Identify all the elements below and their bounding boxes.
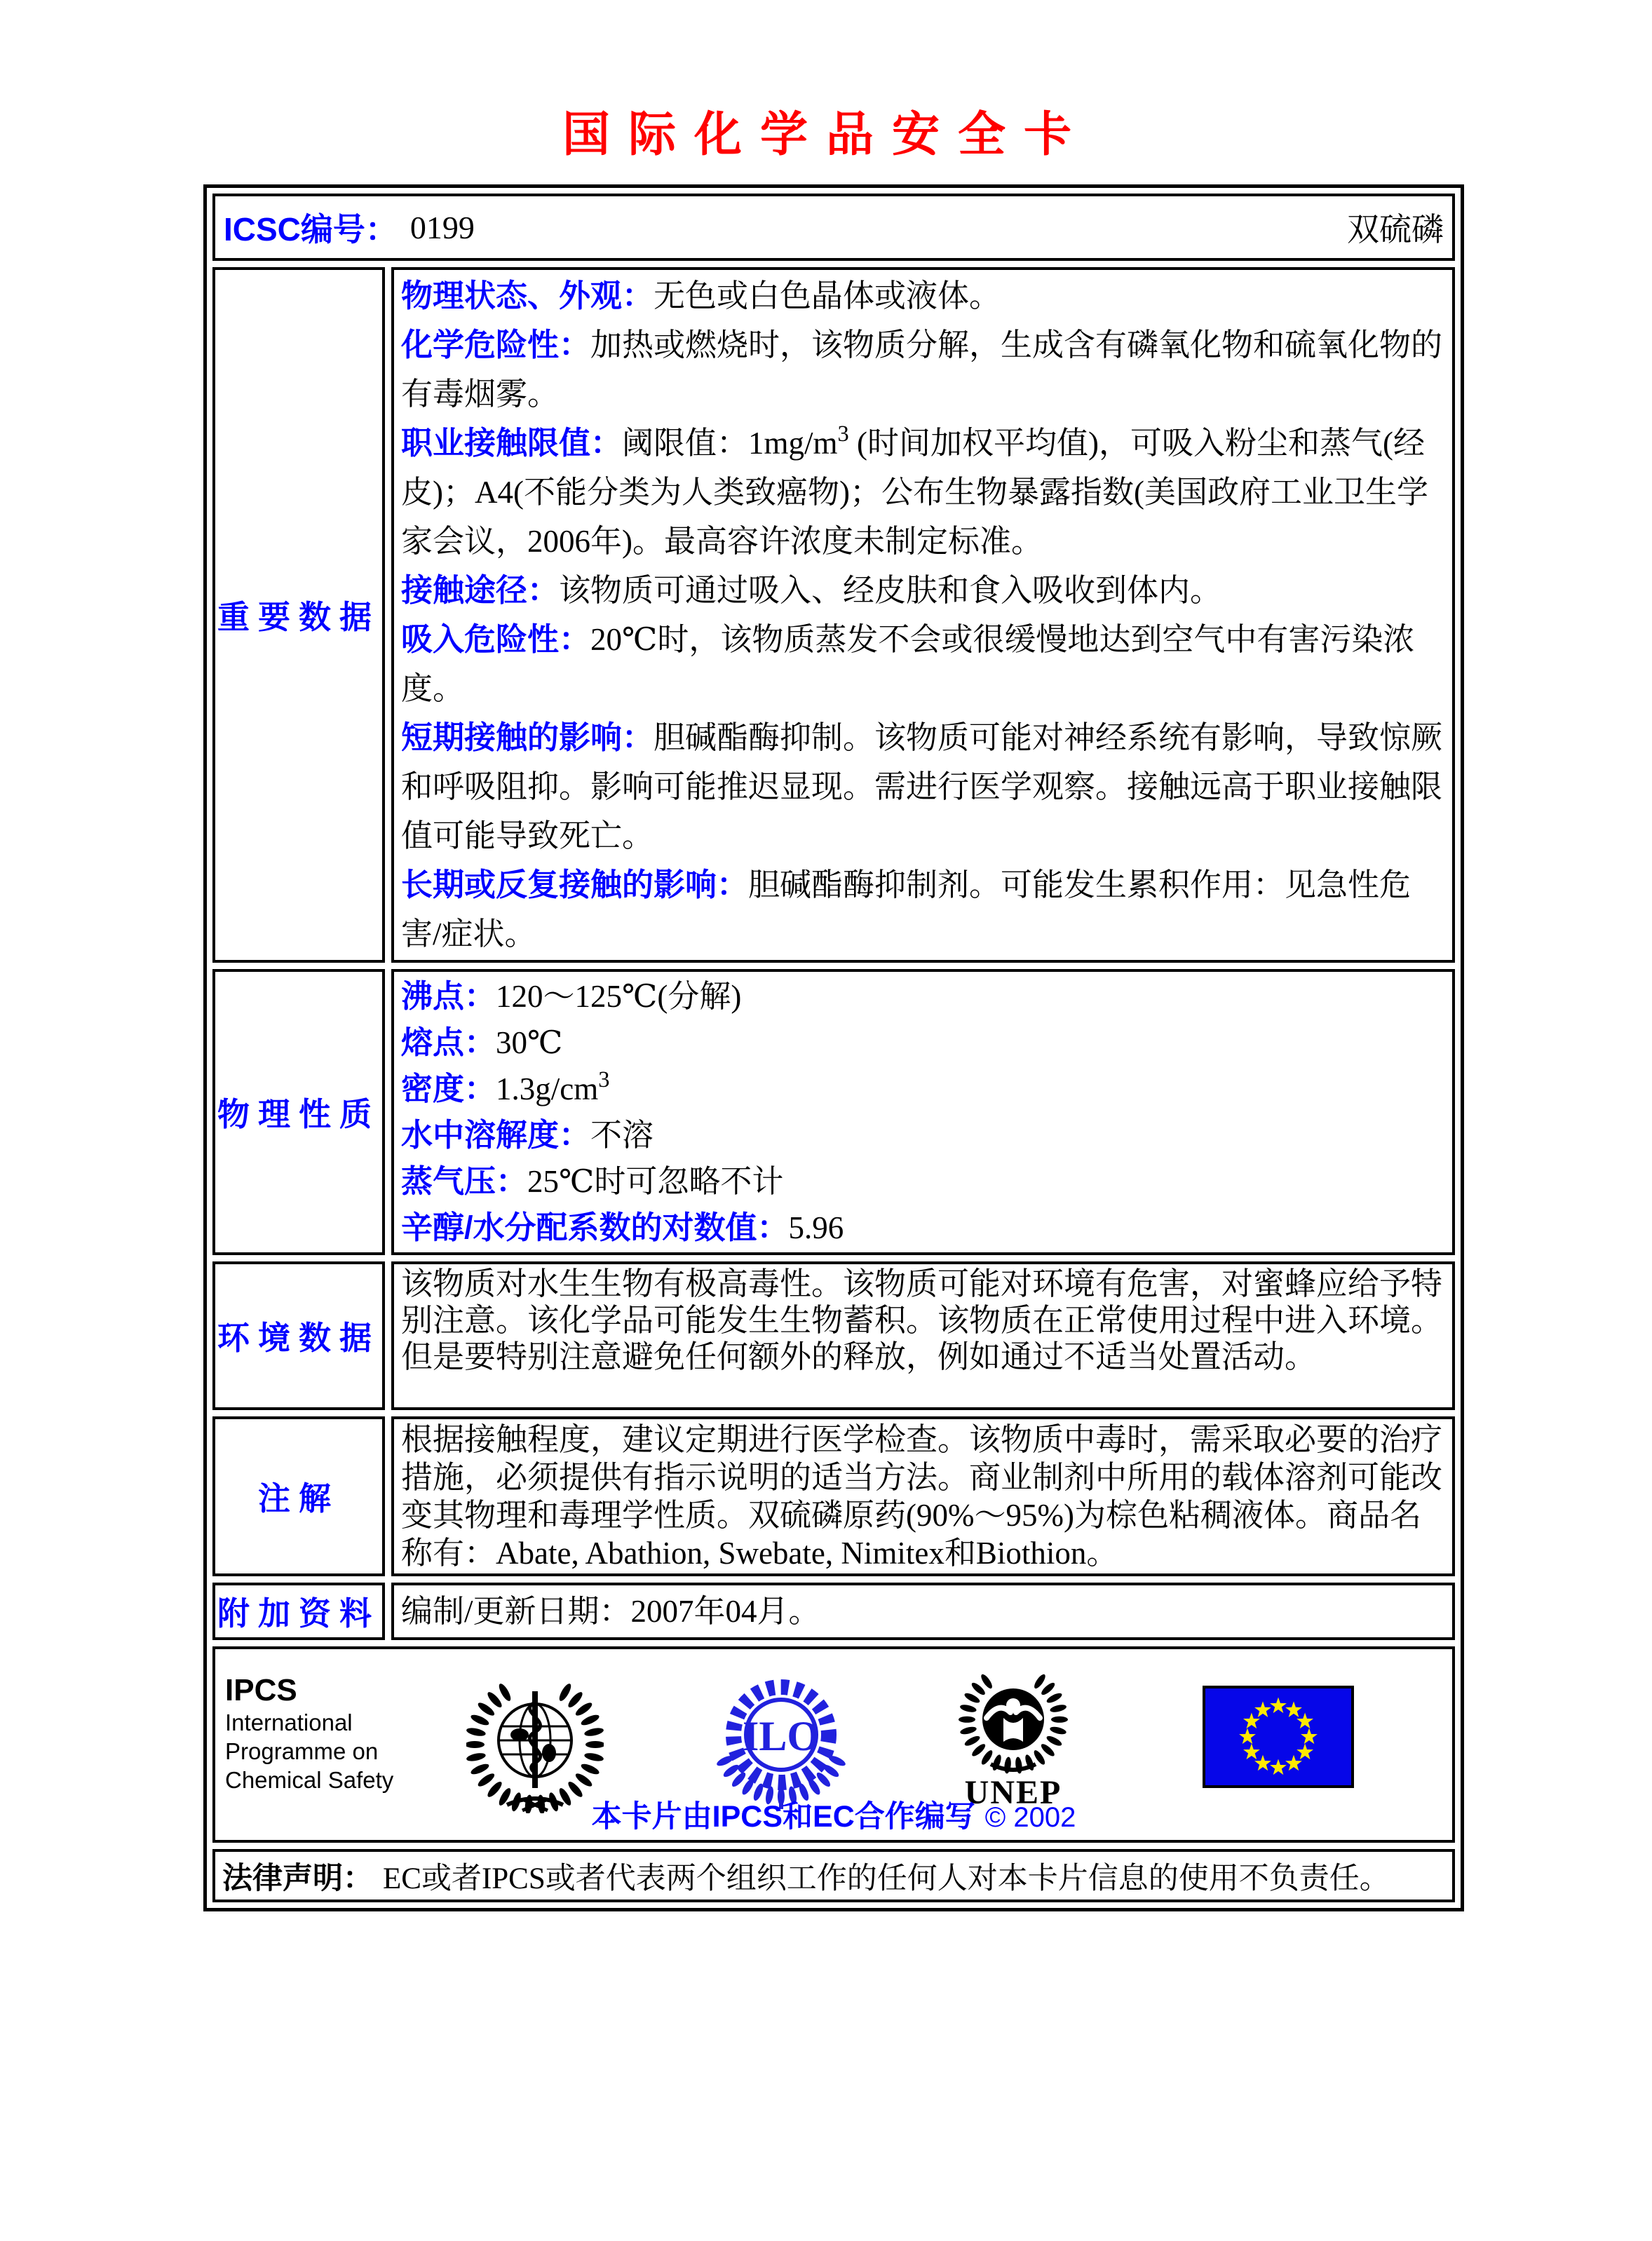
icsc-header-cell bbox=[212, 194, 1455, 261]
field-text: 20℃时，该物质蒸发不会或很缓慢地达到空气中有害污染浓度。 bbox=[401, 622, 1415, 706]
field-text: 25℃时可忽略不计 bbox=[527, 1164, 784, 1199]
field-text: $1.3g/cm^3$ bbox=[496, 1067, 610, 1106]
section-row-additional bbox=[212, 1583, 1455, 1640]
text-line bbox=[401, 1020, 1445, 1066]
ipcs-line: International bbox=[225, 1709, 353, 1735]
text-line bbox=[401, 1066, 1445, 1112]
ipcs-line: Chemical Safety bbox=[225, 1767, 394, 1793]
field-label: 辛醇/水分配系数的对数值： bbox=[401, 1210, 789, 1245]
text-line bbox=[401, 860, 1445, 959]
chemical-name: 双硫磷 bbox=[1347, 212, 1444, 248]
legal-cell bbox=[212, 1849, 1455, 1902]
unep-logo bbox=[950, 1662, 1076, 1810]
field-label: 物理状态、外观： bbox=[401, 278, 654, 313]
legal-text: EC或者IPCS或者代表两个组织工作的任何人对本卡片信息的使用不负责任。 bbox=[383, 1862, 1390, 1895]
text-line bbox=[401, 615, 1445, 713]
field-text: 根据接触程度，建议定期进行医学检查。该物质中毒时，需采取必要的治疗措施，必须提供有指示说明的适当方法。商业制剂中所用的载体溶剂可能改变其物理和毒理学性质。双硫磷原药(90%～95%)为棕色粘稠液体。商品名称有：Abate, Abathion, Swebate, Nimitex和Biothion。 bbox=[401, 1422, 1443, 1571]
field-label: 水中溶解度： bbox=[401, 1117, 591, 1153]
field-text: 不溶 bbox=[590, 1118, 654, 1153]
field-text: 编制/更新日期：2007年04月。 bbox=[401, 1594, 820, 1629]
section-title-additional: 附加资料 bbox=[212, 1583, 385, 1640]
field-text: 阈限值：$1mg/m^3$ (时间加权平均值)，可吸入粉尘和蒸气(经皮)；A4(不能分类为人类致癌物)；公布生物暴露指数(美国政府工业卫生学家会议，2006年)。最高容许浓度未制定标准。 bbox=[401, 421, 1428, 559]
footer-cell bbox=[212, 1646, 1455, 1843]
field-text: 该物质对水生生物有极高毒性。该物质可能对环境有危害，对蜜蜂应给予特别注意。该化学品可能发生生物蓄积。该物质在正常使用过程中进入环境。但是要特别注意避免任何额外的释放，例如通过不适当处置活动。 bbox=[401, 1266, 1443, 1374]
field-text: 该物质可通过吸入、经皮肤和食入吸收到体内。 bbox=[559, 573, 1222, 608]
text-line bbox=[401, 1112, 1445, 1158]
page-title: 国际化学品安全卡 bbox=[562, 108, 1090, 161]
field-text: 胆碱酯酶抑制。该物质可能对神经系统有影响，导致惊厥和呼吸阻抑。影响可能推迟显现。需进行医学观察。接触远高于职业接触限值可能导致死亡。 bbox=[401, 720, 1443, 853]
field-text: 5.96 bbox=[788, 1210, 844, 1245]
section-title-important: 重要数据 bbox=[212, 267, 385, 963]
field-label: 接触途径： bbox=[401, 572, 560, 608]
section-row-physical bbox=[212, 969, 1455, 1255]
ipcs-title: IPCS bbox=[225, 1673, 297, 1707]
section-content-physical bbox=[391, 969, 1455, 1255]
field-label: 短期接触的影响： bbox=[401, 719, 654, 755]
icsc-row bbox=[212, 194, 1455, 261]
footer-row bbox=[212, 1646, 1455, 1843]
field-label: 长期或反复接触的影响： bbox=[401, 867, 749, 902]
ilo-text: ILO bbox=[742, 1713, 820, 1759]
ipcs-block bbox=[225, 1673, 393, 1794]
field-label: 熔点： bbox=[401, 1024, 496, 1060]
text-line bbox=[401, 713, 1445, 860]
text-line bbox=[401, 973, 1445, 1020]
text-line bbox=[401, 1266, 1445, 1375]
credit-text: 本卡片由IPCS和EC合作编写 bbox=[591, 1800, 975, 1834]
text-line bbox=[401, 1587, 1445, 1636]
unep-text: UNEP bbox=[964, 1774, 1062, 1810]
section-row-important bbox=[212, 267, 1455, 963]
icsc-number-label: ICSC编号： bbox=[224, 211, 398, 248]
field-text: 30℃ bbox=[496, 1025, 563, 1060]
text-line bbox=[401, 1421, 1445, 1572]
field-text: 120～125℃(分解) bbox=[496, 979, 742, 1014]
field-label: 沸点： bbox=[401, 978, 496, 1014]
text-line bbox=[401, 320, 1445, 419]
eu-flag bbox=[1203, 1686, 1354, 1788]
field-text: 无色或白色晶体或液体。 bbox=[654, 278, 1001, 313]
section-content-additional bbox=[391, 1583, 1455, 1640]
icsc-left bbox=[224, 204, 475, 250]
section-content-important bbox=[391, 267, 1455, 963]
field-text: 胆碱酯酶抑制剂。可能发生累积作用：见急性危害/症状。 bbox=[401, 867, 1411, 952]
text-line bbox=[401, 566, 1445, 615]
text-line bbox=[401, 1205, 1445, 1251]
ipcs-line: Programme on bbox=[225, 1738, 379, 1764]
field-label: 密度： bbox=[401, 1071, 496, 1106]
section-row-environment bbox=[212, 1261, 1455, 1410]
field-text: 加热或燃烧时，该物质分解，生成含有磷氧化物和硫氧化物的有毒烟雾。 bbox=[401, 327, 1443, 412]
text-line bbox=[401, 1158, 1445, 1205]
who-logo bbox=[466, 1667, 604, 1813]
section-title-environment: 环境数据 bbox=[212, 1261, 385, 1410]
field-label: 吸入危险性： bbox=[401, 621, 591, 657]
icsc-number: 0199 bbox=[409, 209, 475, 245]
text-line bbox=[401, 271, 1445, 320]
section-title-notes: 注解 bbox=[212, 1416, 385, 1576]
card-table bbox=[203, 184, 1464, 1911]
ilo-logo bbox=[716, 1667, 846, 1812]
field-label: 蒸气压： bbox=[401, 1163, 528, 1199]
copyright-text: © 2002 bbox=[984, 1802, 1076, 1833]
legal-label: 法律声明： bbox=[222, 1861, 373, 1895]
field-label: 化学危险性： bbox=[401, 327, 591, 363]
legal-row bbox=[212, 1849, 1455, 1902]
text-line bbox=[401, 419, 1445, 566]
section-content-environment bbox=[391, 1261, 1455, 1410]
field-label: 职业接触限值： bbox=[401, 425, 623, 461]
section-content-notes bbox=[391, 1416, 1455, 1576]
section-row-notes bbox=[212, 1416, 1455, 1576]
credit-line bbox=[215, 1793, 1452, 1836]
section-title-physical: 物理性质 bbox=[212, 969, 385, 1255]
